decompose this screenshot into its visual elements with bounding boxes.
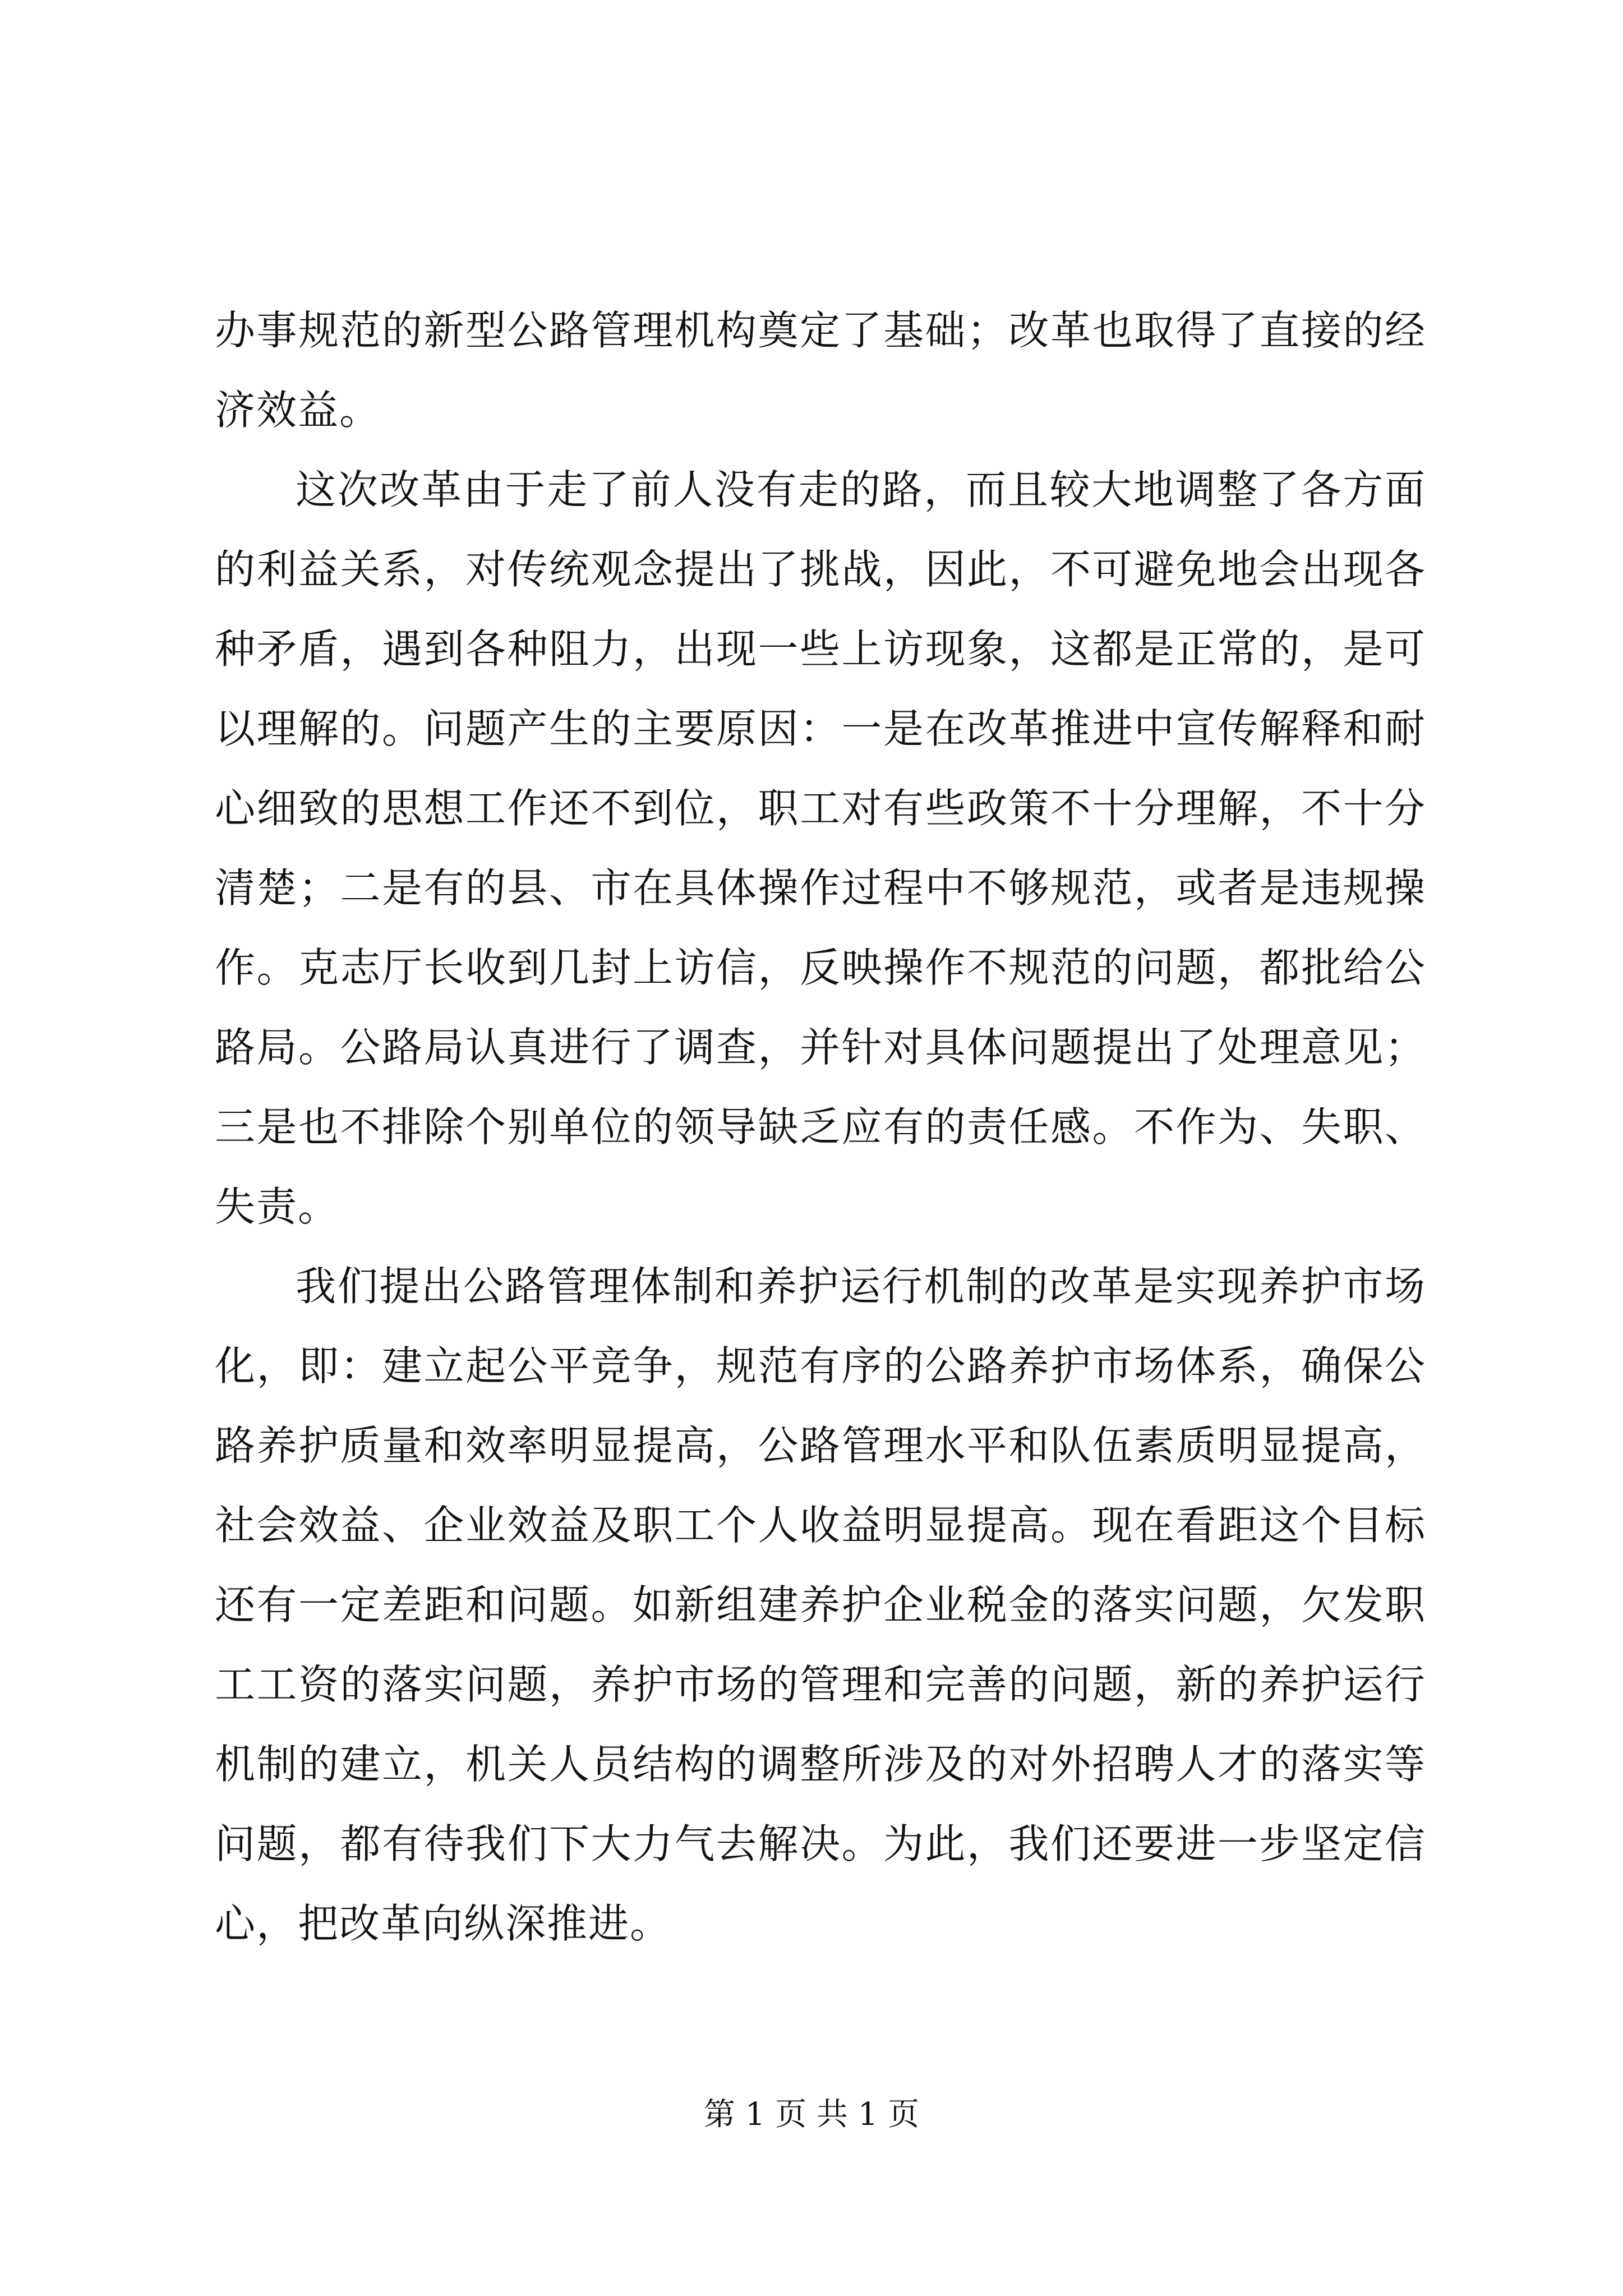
paragraph-1: 办事规范的新型公路管理机构奠定了基础；改革也取得了直接的经济效益。: [215, 307, 1426, 434]
page-footer: 第 1 页 共 1 页: [703, 2096, 920, 2133]
paragraph-3: 我们提出公路管理体制和养护运行机制的改革是实现养护市场化，即：建立起公平竞争，规范有序的公路养护市场体系，确保公路养护质量和效率明显提高，公路管理水平和队伍素质明显提高，社会效益、企业效益及职工个人收益明显提高。现在看距这个目标还有一定差距和问题。如新组建养护企业税金的落实问题，欠发职工工资的落实问题，养护市场的管理和完善的问题，新的养护运行机制的建立，机关人员结构的调整所涉及的对外招聘人才的落实等问题，都有待我们下大力气去解决。为此，我们还要进一步坚定信心，把改革向纵深推进。: [215, 1263, 1426, 1947]
document-body: [215, 291, 1426, 1963]
paragraph-2: 这次改革由于走了前人没有走的路，而且较大地调整了各方面的利益关系，对传统观念提出了挑战，因此，不可避免地会出现各种矛盾，遇到各种阻力，出现一些上访现象，这都是正常的，是可以理解的。问题产生的主要原因：一是在改革推进中宣传解释和耐心细致的思想工作还不到位，职工对有些政策不十分理解，不十分清楚；二是有的县、市在具体操作过程中不够规范，或者是违规操作。克志厅长收到几封上访信，反映操作不规范的问题，都批给公路局。公路局认真进行了调查，并针对具体问题提出了处理意见；三是也不排除个别单位的领导缺乏应有的责任感。不作为、失职、失责。: [215, 466, 1426, 1230]
